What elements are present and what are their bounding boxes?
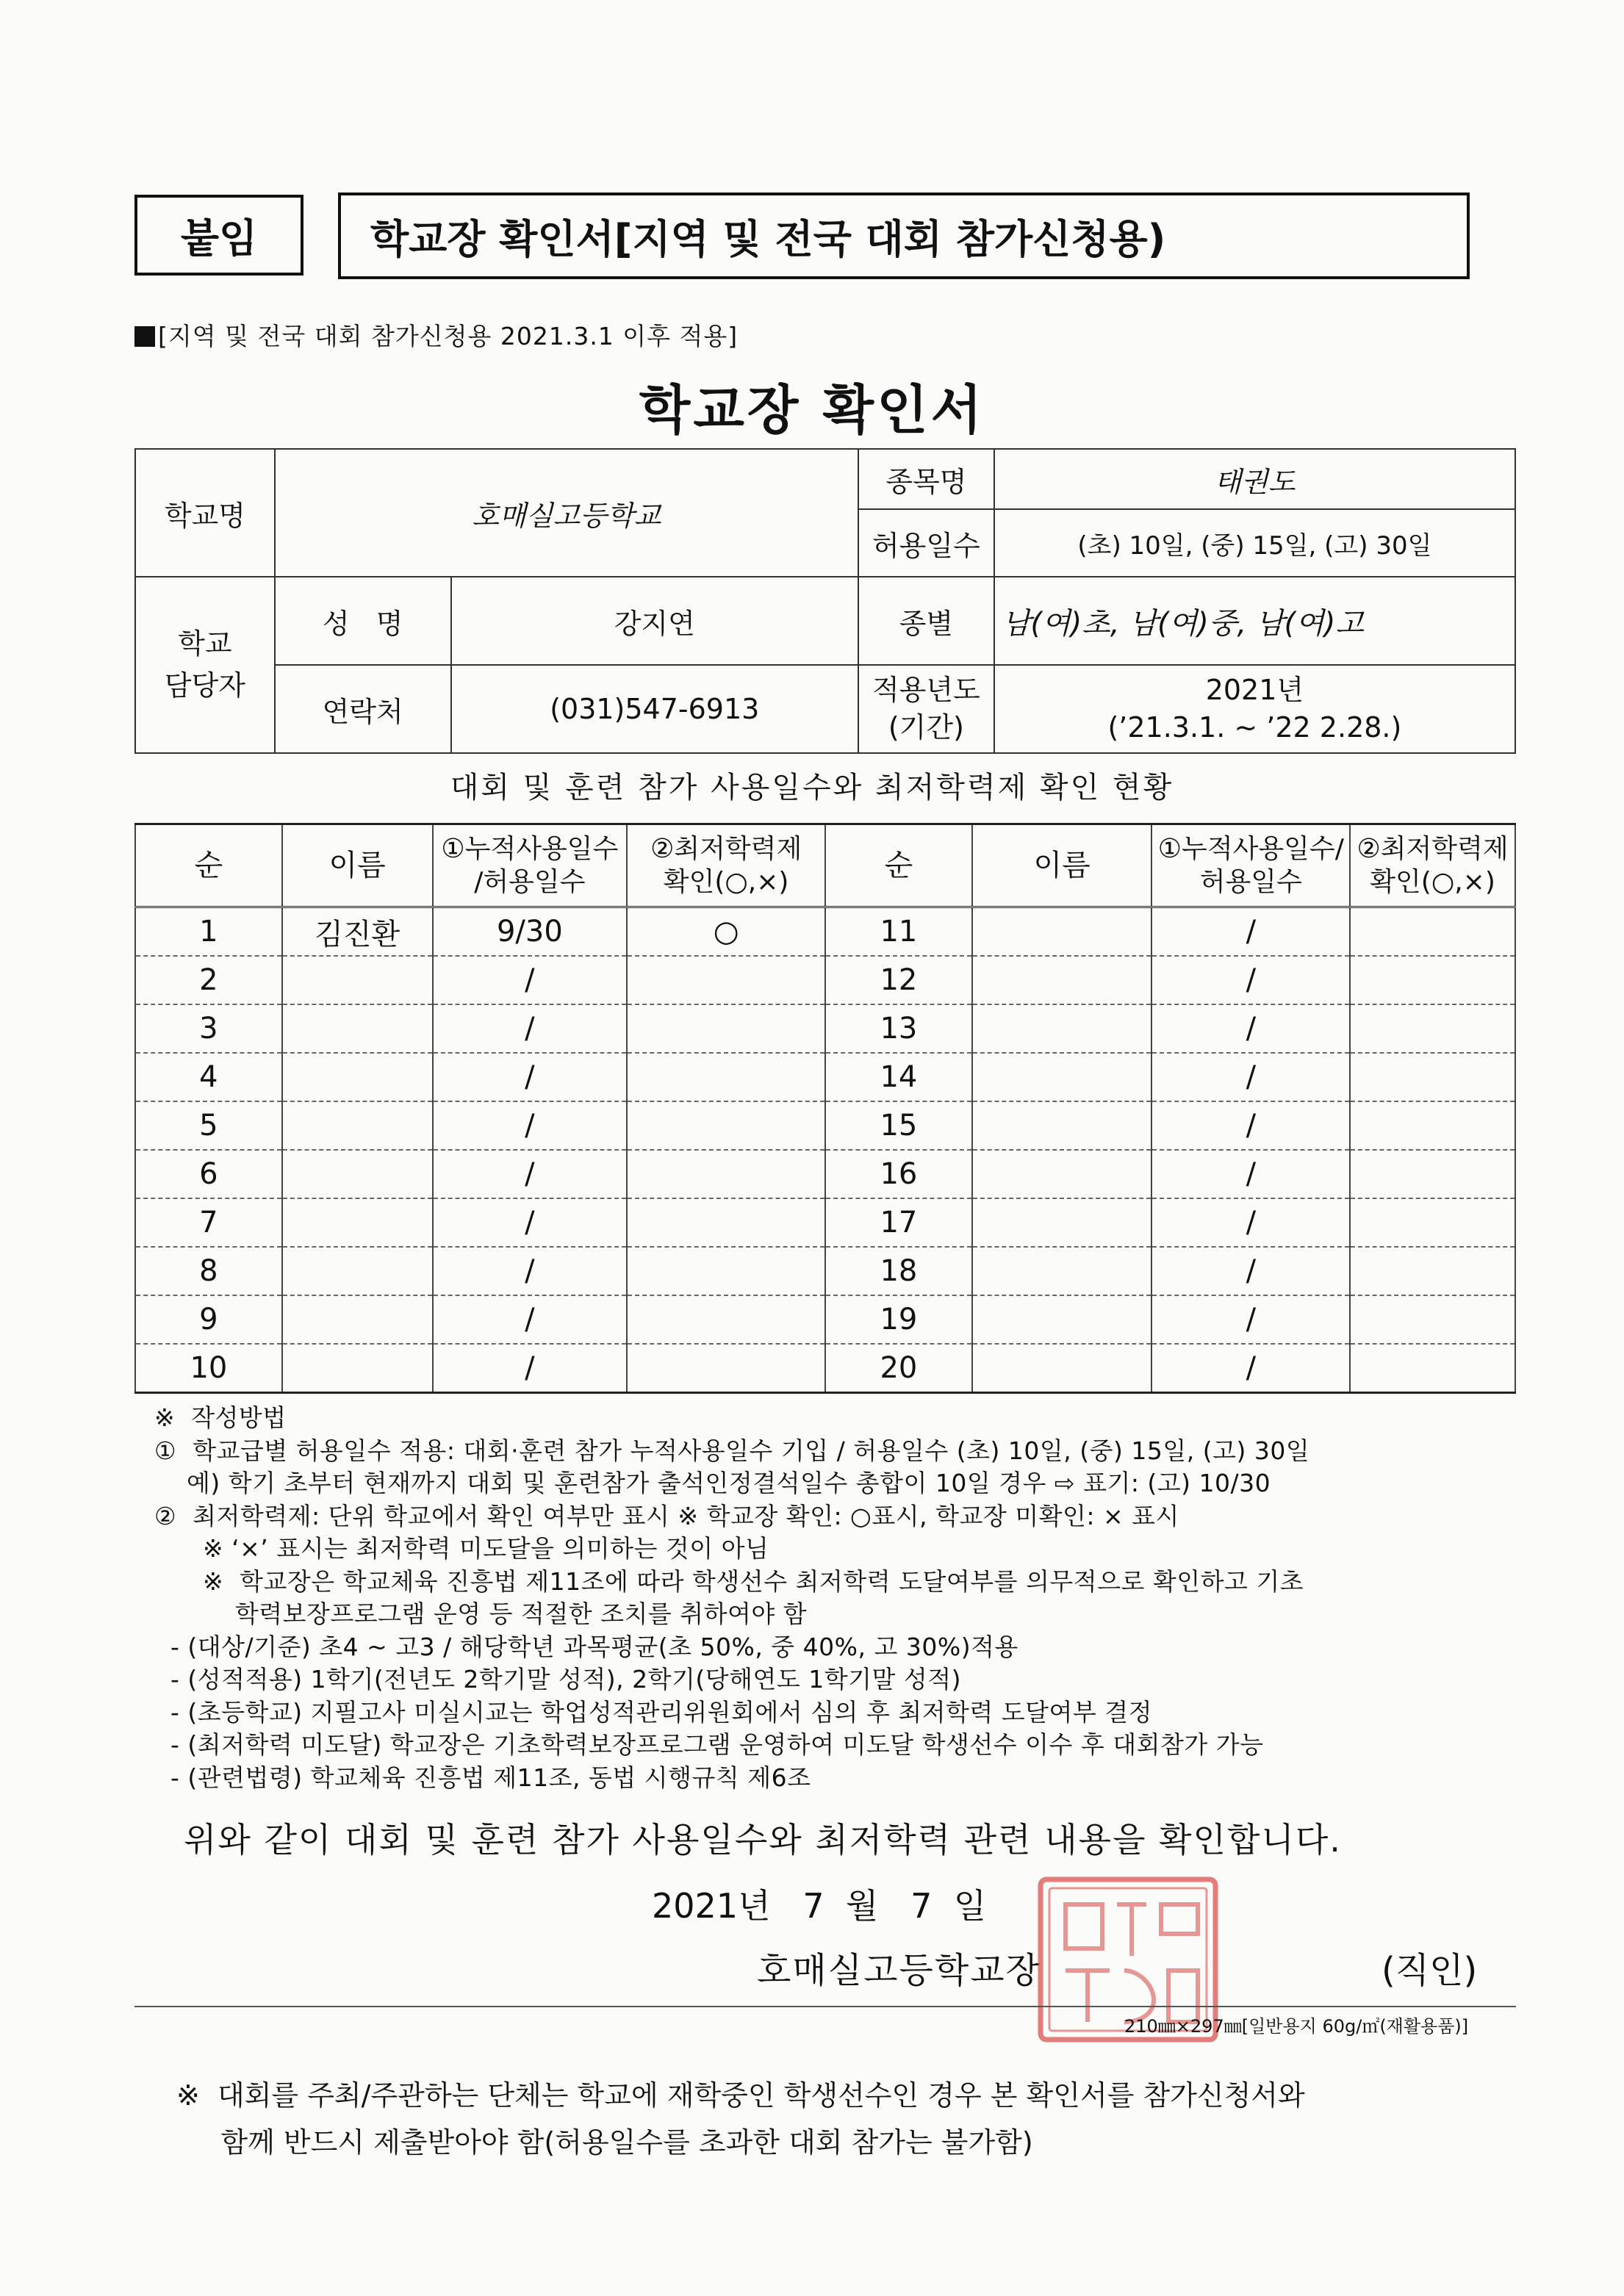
instruction-line: 학력보장프로그램 운영 등 적절한 조치를 취하여야 함 bbox=[154, 1599, 808, 1628]
student-name bbox=[972, 1198, 1152, 1247]
square-bullet-icon bbox=[134, 326, 155, 347]
days-cell: / bbox=[1151, 1053, 1350, 1101]
check-cell bbox=[627, 1004, 825, 1053]
row-number: 8 bbox=[135, 1247, 282, 1295]
student-name bbox=[282, 1101, 433, 1150]
student-name bbox=[282, 956, 433, 1004]
check-cell bbox=[627, 956, 825, 1004]
student-name: 김진환 bbox=[282, 907, 433, 957]
days-cell: / bbox=[1151, 1101, 1350, 1150]
table-row bbox=[135, 1053, 1515, 1101]
student-name bbox=[972, 1053, 1152, 1101]
check-cell bbox=[1350, 1150, 1515, 1198]
row-number: 10 bbox=[135, 1344, 282, 1393]
table-header-row bbox=[135, 824, 1515, 907]
days-cell: / bbox=[1151, 956, 1350, 1004]
allowed-days-value: (초) 10일, (중) 15일, (고) 30일 bbox=[994, 509, 1515, 577]
applicability-note-text: [지역 및 전국 대회 참가신청용 2021.3.1 이후 적용] bbox=[158, 322, 739, 350]
category-value: 남(여)초, 남(여)중, 남(여)고 bbox=[994, 577, 1515, 665]
student-name bbox=[282, 1295, 433, 1344]
table-row bbox=[135, 1004, 1515, 1053]
days-cell: / bbox=[433, 1101, 628, 1150]
attachment-tag: 붙임 bbox=[134, 195, 303, 276]
days-cell: / bbox=[1151, 1295, 1350, 1344]
instruction-line: - (최저학력 미도달) 학교장은 기초학력보장프로그램 운영하여 미도달 학생선수 이수 후 대회참가 가능 bbox=[154, 1730, 1264, 1759]
row-number: 3 bbox=[135, 1004, 282, 1053]
check-cell bbox=[627, 1101, 825, 1150]
student-name bbox=[972, 1101, 1152, 1150]
table-row bbox=[135, 956, 1515, 1004]
row-number: 17 bbox=[825, 1198, 972, 1247]
student-name bbox=[972, 1247, 1152, 1295]
days-cell: / bbox=[1151, 1198, 1350, 1247]
manager-name-label: 성 명 bbox=[275, 577, 451, 665]
footnote-block bbox=[176, 2072, 1305, 2166]
instruction-line: 예) 학기 초부터 현재까지 대회 및 훈련참가 출석인정결석일수 총합이 10일 경우 ⇨ 표기: (고) 10/30 bbox=[154, 1469, 1271, 1497]
instruction-line: - (관련법령) 학교체육 진흥법 제11조, 동법 시행규칙 제6조 bbox=[154, 1763, 811, 1792]
bottom-divider bbox=[134, 2006, 1516, 2007]
school-info-table bbox=[134, 448, 1516, 754]
row-number: 4 bbox=[135, 1053, 282, 1101]
check-cell bbox=[1350, 1101, 1515, 1150]
check-cell bbox=[627, 1247, 825, 1295]
form-title-box: 학교장 확인서[지역 및 전국 대회 참가신청용) bbox=[338, 192, 1470, 279]
days-cell: 9/30 bbox=[433, 907, 628, 957]
student-name bbox=[282, 1198, 433, 1247]
header-min-academic-check: ②최저학력제 확인(○,×) bbox=[627, 824, 825, 907]
allowed-days-label: 허용일수 bbox=[858, 509, 994, 577]
header-cumulative-days-right: ①누적사용일수/ 허용일수 bbox=[1151, 824, 1350, 907]
row-number: 2 bbox=[135, 956, 282, 1004]
days-cell: / bbox=[433, 1247, 628, 1295]
check-cell bbox=[1350, 1247, 1515, 1295]
check-cell bbox=[1350, 907, 1515, 957]
principal-signature-name: 호매실고등학교장 bbox=[757, 1950, 1041, 1991]
table-row bbox=[135, 1198, 1515, 1247]
footnote-line: ※ 대회를 주최/주관하는 단체는 학교에 재학중인 학생선수인 경우 본 확인서를 참가신청서와 bbox=[176, 2079, 1305, 2112]
instruction-line: ※ ‘×’ 표시는 최저학력 미도달을 의미하는 것이 아님 bbox=[154, 1534, 769, 1563]
days-cell: / bbox=[1151, 1150, 1350, 1198]
check-cell bbox=[1350, 1198, 1515, 1247]
table-row bbox=[135, 1101, 1515, 1150]
student-name bbox=[972, 1004, 1152, 1053]
sport-value: 태권도 bbox=[994, 449, 1515, 509]
issue-date: 2021년 7 월 7 일 bbox=[652, 1886, 987, 1926]
table-row bbox=[135, 907, 1515, 957]
paper-spec: 210㎜×297㎜[일반용지 60g/㎡(재활용품)] bbox=[1124, 2016, 1469, 2037]
official-seal-label: (직인) bbox=[1382, 1950, 1478, 1991]
row-number: 14 bbox=[825, 1053, 972, 1101]
instruction-line: - (초등학교) 지필고사 미실시교는 학업성적관리위원회에서 심의 후 최저학력 도달여부 결정 bbox=[154, 1697, 1153, 1727]
student-name bbox=[972, 907, 1152, 957]
category-label: 종별 bbox=[858, 577, 994, 665]
student-name bbox=[282, 1053, 433, 1101]
sport-label: 종목명 bbox=[858, 449, 994, 509]
confirmation-statement: 위와 같이 대회 및 훈련 참가 사용일수와 최저학력 관련 내용을 확인합니다. bbox=[184, 1820, 1342, 1860]
header-no-right: 순 bbox=[825, 824, 972, 907]
row-number: 18 bbox=[825, 1247, 972, 1295]
instruction-line: ※ 학교장은 학교체육 진흥법 제11조에 따라 학생선수 최저학력 도달여부를 의무적으로 확인하고 기초 bbox=[154, 1566, 1304, 1596]
instruction-line: ② 최저학력제: 단위 학교에서 확인 여부만 표시 ※ 학교장 확인: ○표시, 학교장 미확인: × 표시 bbox=[154, 1501, 1179, 1530]
school-name-value: 호매실고등학교 bbox=[275, 449, 858, 577]
table-row bbox=[135, 1295, 1515, 1344]
applicability-note bbox=[134, 317, 738, 352]
student-name bbox=[282, 1344, 433, 1393]
days-cell: / bbox=[1151, 1344, 1350, 1393]
row-number: 11 bbox=[825, 907, 972, 957]
table-row bbox=[135, 1150, 1515, 1198]
days-cell: / bbox=[433, 1004, 628, 1053]
days-cell: / bbox=[1151, 1004, 1350, 1053]
instruction-line: - (성적적용) 1학기(전년도 2학기말 성적), 2학기(당해연도 1학기말 성적) bbox=[154, 1665, 961, 1694]
check-cell bbox=[627, 1295, 825, 1344]
check-cell: ○ bbox=[627, 907, 825, 957]
student-name bbox=[972, 1344, 1152, 1393]
header-name-right: 이름 bbox=[972, 824, 1152, 907]
header-no: 순 bbox=[135, 824, 282, 907]
school-name-label: 학교명 bbox=[135, 449, 275, 577]
manager-label: 학교 담당자 bbox=[135, 577, 275, 753]
contact-value: (031)547-6913 bbox=[451, 665, 858, 753]
header-name: 이름 bbox=[282, 824, 433, 907]
participation-table bbox=[134, 823, 1516, 1394]
manager-name-value: 강지연 bbox=[451, 577, 858, 665]
student-name bbox=[282, 1247, 433, 1295]
student-name bbox=[972, 1150, 1152, 1198]
row-number: 20 bbox=[825, 1344, 972, 1393]
row-number: 12 bbox=[825, 956, 972, 1004]
instruction-line: ① 학교급별 허용일수 적용: 대회·훈련 참가 누적사용일수 기입 / 허용일수 (초) 10일, (중) 15일, (고) 30일 bbox=[154, 1436, 1310, 1465]
table-row bbox=[135, 1247, 1515, 1295]
check-cell bbox=[627, 1053, 825, 1101]
student-name bbox=[972, 1295, 1152, 1344]
footnote-line: 함께 반드시 제출받아야 함(허용일수를 초과한 대회 참가는 불가함) bbox=[176, 2126, 1033, 2159]
days-cell: / bbox=[433, 1295, 628, 1344]
instructions-block bbox=[154, 1402, 1309, 1794]
row-number: 1 bbox=[135, 907, 282, 957]
row-number: 5 bbox=[135, 1101, 282, 1150]
days-cell: / bbox=[433, 956, 628, 1004]
contact-label: 연락처 bbox=[275, 665, 451, 753]
days-cell: / bbox=[1151, 1247, 1350, 1295]
days-cell: / bbox=[433, 1150, 628, 1198]
row-number: 13 bbox=[825, 1004, 972, 1053]
header-cumulative-days: ①누적사용일수 /허용일수 bbox=[433, 824, 628, 907]
student-name bbox=[282, 1150, 433, 1198]
check-cell bbox=[1350, 1295, 1515, 1344]
row-number: 16 bbox=[825, 1150, 972, 1198]
days-cell: / bbox=[1151, 907, 1350, 957]
period-value: 2021년 (’21.3.1. ~ ’22 2.28.) bbox=[994, 665, 1515, 753]
student-name bbox=[282, 1004, 433, 1053]
section-title: 대회 및 훈련 참가 사용일수와 최저학력제 확인 현황 bbox=[450, 771, 1174, 805]
instruction-line: ※ 작성방법 bbox=[154, 1403, 287, 1432]
check-cell bbox=[1350, 1344, 1515, 1393]
check-cell bbox=[627, 1198, 825, 1247]
check-cell bbox=[1350, 1053, 1515, 1101]
row-number: 6 bbox=[135, 1150, 282, 1198]
student-name bbox=[972, 956, 1152, 1004]
document-title: 학교장 확인서 bbox=[639, 379, 985, 441]
instruction-line: - (대상/기준) 초4 ~ 고3 / 해당학년 과목평균(초 50%, 중 40%, 고 30%)적용 bbox=[154, 1632, 1018, 1661]
header-min-academic-check-right: ②최저학력제 확인(○,×) bbox=[1350, 824, 1515, 907]
days-cell: / bbox=[433, 1198, 628, 1247]
days-cell: / bbox=[433, 1053, 628, 1101]
days-cell: / bbox=[433, 1344, 628, 1393]
row-number: 9 bbox=[135, 1295, 282, 1344]
check-cell bbox=[1350, 1004, 1515, 1053]
check-cell bbox=[627, 1344, 825, 1393]
check-cell bbox=[627, 1150, 825, 1198]
row-number: 19 bbox=[825, 1295, 972, 1344]
check-cell bbox=[1350, 956, 1515, 1004]
row-number: 7 bbox=[135, 1198, 282, 1247]
row-number: 15 bbox=[825, 1101, 972, 1150]
table-row bbox=[135, 1344, 1515, 1393]
period-label: 적용년도 (기간) bbox=[858, 665, 994, 753]
